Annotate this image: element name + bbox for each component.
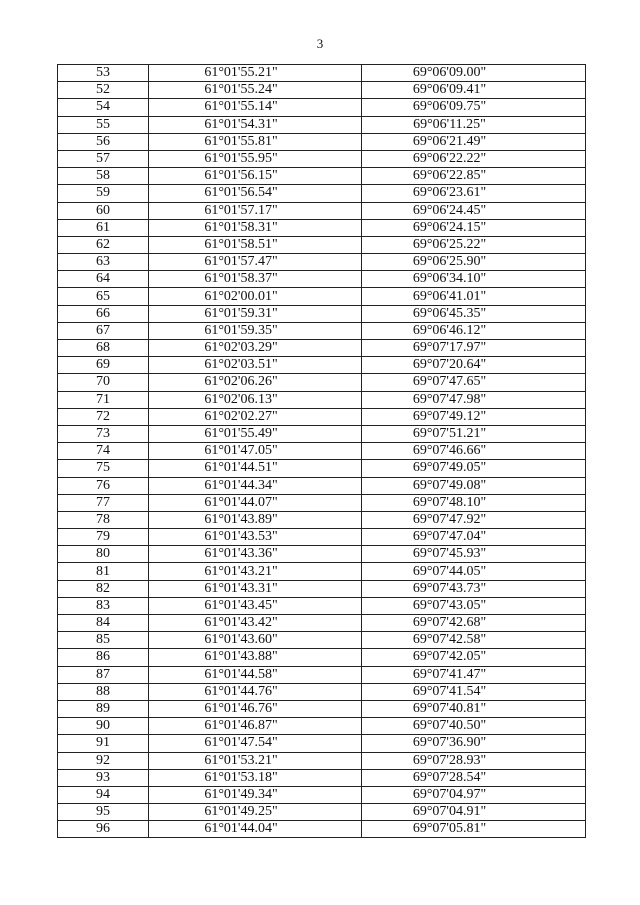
point-number-cell: 94	[58, 786, 149, 803]
longitude-cell: 69°07'40.50"	[362, 718, 586, 735]
table-row	[58, 82, 586, 99]
latitude-cell: 61°01'46.76"	[149, 700, 362, 717]
point-number-cell: 84	[58, 615, 149, 632]
longitude-cell: 69°07'51.21"	[362, 425, 586, 442]
table-row	[58, 769, 586, 786]
coordinates-table	[57, 64, 586, 838]
latitude-cell: 61°01'55.24"	[149, 82, 362, 99]
latitude-cell: 61°01'57.47"	[149, 254, 362, 271]
latitude-cell: 61°01'46.87"	[149, 718, 362, 735]
latitude-cell: 61°01'43.42"	[149, 615, 362, 632]
latitude-cell: 61°01'56.54"	[149, 185, 362, 202]
table-row	[58, 236, 586, 253]
longitude-cell: 69°06'22.22"	[362, 150, 586, 167]
longitude-cell: 69°07'47.65"	[362, 374, 586, 391]
longitude-cell: 69°07'20.64"	[362, 357, 586, 374]
latitude-cell: 61°02'03.29"	[149, 340, 362, 357]
point-number-cell: 68	[58, 340, 149, 357]
point-number-cell: 52	[58, 82, 149, 99]
point-number-cell: 78	[58, 511, 149, 528]
table-row	[58, 202, 586, 219]
table-row	[58, 288, 586, 305]
page-number: 3	[316, 36, 324, 51]
latitude-cell: 61°01'59.31"	[149, 305, 362, 322]
point-number-cell: 70	[58, 374, 149, 391]
point-number-cell: 71	[58, 391, 149, 408]
table-row	[58, 494, 586, 511]
table-row	[58, 718, 586, 735]
point-number-cell: 82	[58, 580, 149, 597]
table-row	[58, 511, 586, 528]
table-row	[58, 700, 586, 717]
point-number-cell: 96	[58, 821, 149, 838]
longitude-cell: 69°06'34.10"	[362, 271, 586, 288]
latitude-cell: 61°01'53.21"	[149, 752, 362, 769]
latitude-cell: 61°01'44.07"	[149, 494, 362, 511]
longitude-cell: 69°06'46.12"	[362, 322, 586, 339]
longitude-cell: 69°06'45.35"	[362, 305, 586, 322]
table-row	[58, 752, 586, 769]
point-number-cell: 58	[58, 168, 149, 185]
table-row	[58, 254, 586, 271]
table-row	[58, 683, 586, 700]
latitude-cell: 61°01'55.14"	[149, 99, 362, 116]
table-row	[58, 425, 586, 442]
latitude-cell: 61°01'47.54"	[149, 735, 362, 752]
point-number-cell: 76	[58, 477, 149, 494]
longitude-cell: 69°06'25.22"	[362, 236, 586, 253]
point-number-cell: 86	[58, 649, 149, 666]
longitude-cell: 69°07'47.98"	[362, 391, 586, 408]
longitude-cell: 69°07'04.97"	[362, 786, 586, 803]
longitude-cell: 69°07'43.73"	[362, 580, 586, 597]
latitude-cell: 61°01'44.04"	[149, 821, 362, 838]
point-number-cell: 61	[58, 219, 149, 236]
latitude-cell: 61°02'00.01"	[149, 288, 362, 305]
latitude-cell: 61°01'54.31"	[149, 116, 362, 133]
point-number-cell: 88	[58, 683, 149, 700]
point-number-cell: 83	[58, 597, 149, 614]
table-row	[58, 374, 586, 391]
point-number-cell: 73	[58, 425, 149, 442]
point-number-cell: 91	[58, 735, 149, 752]
table-row	[58, 477, 586, 494]
longitude-cell: 69°06'24.15"	[362, 219, 586, 236]
longitude-cell: 69°07'47.04"	[362, 529, 586, 546]
point-number-cell: 89	[58, 700, 149, 717]
table-row	[58, 460, 586, 477]
table-row	[58, 271, 586, 288]
point-number-cell: 95	[58, 804, 149, 821]
point-number-cell: 65	[58, 288, 149, 305]
latitude-cell: 61°01'43.89"	[149, 511, 362, 528]
table-row	[58, 408, 586, 425]
latitude-cell: 61°01'58.31"	[149, 219, 362, 236]
point-number-cell: 57	[58, 150, 149, 167]
longitude-cell: 69°06'09.75"	[362, 99, 586, 116]
point-number-cell: 87	[58, 666, 149, 683]
point-number-cell: 55	[58, 116, 149, 133]
longitude-cell: 69°06'41.01"	[362, 288, 586, 305]
point-number-cell: 81	[58, 563, 149, 580]
table-row	[58, 666, 586, 683]
table-row	[58, 649, 586, 666]
latitude-cell: 61°02'03.51"	[149, 357, 362, 374]
latitude-cell: 61°02'06.13"	[149, 391, 362, 408]
latitude-cell: 61°01'47.05"	[149, 443, 362, 460]
point-number-cell: 92	[58, 752, 149, 769]
table-row	[58, 65, 586, 82]
longitude-cell: 69°06'09.41"	[362, 82, 586, 99]
longitude-cell: 69°07'41.47"	[362, 666, 586, 683]
point-number-cell: 72	[58, 408, 149, 425]
longitude-cell: 69°06'25.90"	[362, 254, 586, 271]
table-row	[58, 99, 586, 116]
table-row	[58, 219, 586, 236]
table-row	[58, 529, 586, 546]
point-number-cell: 90	[58, 718, 149, 735]
longitude-cell: 69°07'49.12"	[362, 408, 586, 425]
longitude-cell: 69°06'09.00"	[362, 65, 586, 82]
table-row	[58, 168, 586, 185]
longitude-cell: 69°06'24.45"	[362, 202, 586, 219]
point-number-cell: 74	[58, 443, 149, 460]
longitude-cell: 69°07'41.54"	[362, 683, 586, 700]
latitude-cell: 61°01'43.53"	[149, 529, 362, 546]
longitude-cell: 69°06'23.61"	[362, 185, 586, 202]
longitude-cell: 69°07'49.08"	[362, 477, 586, 494]
latitude-cell: 61°02'06.26"	[149, 374, 362, 391]
point-number-cell: 85	[58, 632, 149, 649]
table-row	[58, 563, 586, 580]
table-row	[58, 580, 586, 597]
longitude-cell: 69°07'46.66"	[362, 443, 586, 460]
longitude-cell: 69°06'11.25"	[362, 116, 586, 133]
table-row	[58, 116, 586, 133]
table-row	[58, 632, 586, 649]
point-number-cell: 75	[58, 460, 149, 477]
latitude-cell: 61°01'58.37"	[149, 271, 362, 288]
table-row	[58, 305, 586, 322]
longitude-cell: 69°07'42.58"	[362, 632, 586, 649]
table-row	[58, 357, 586, 374]
longitude-cell: 69°07'47.92"	[362, 511, 586, 528]
point-number-cell: 69	[58, 357, 149, 374]
point-number-cell: 93	[58, 769, 149, 786]
table-row	[58, 821, 586, 838]
latitude-cell: 61°01'49.34"	[149, 786, 362, 803]
longitude-cell: 69°07'05.81"	[362, 821, 586, 838]
table-row	[58, 133, 586, 150]
table-row	[58, 735, 586, 752]
longitude-cell: 69°07'17.97"	[362, 340, 586, 357]
latitude-cell: 61°01'43.45"	[149, 597, 362, 614]
latitude-cell: 61°02'02.27"	[149, 408, 362, 425]
point-number-cell: 79	[58, 529, 149, 546]
longitude-cell: 69°06'22.85"	[362, 168, 586, 185]
latitude-cell: 61°01'55.49"	[149, 425, 362, 442]
point-number-cell: 80	[58, 546, 149, 563]
point-number-cell: 63	[58, 254, 149, 271]
point-number-cell: 66	[58, 305, 149, 322]
latitude-cell: 61°01'57.17"	[149, 202, 362, 219]
latitude-cell: 61°01'44.76"	[149, 683, 362, 700]
longitude-cell: 69°07'28.93"	[362, 752, 586, 769]
table-row	[58, 185, 586, 202]
point-number-cell: 67	[58, 322, 149, 339]
longitude-cell: 69°07'42.05"	[362, 649, 586, 666]
coordinates-table-body	[58, 65, 586, 838]
latitude-cell: 61°01'58.51"	[149, 236, 362, 253]
longitude-cell: 69°07'44.05"	[362, 563, 586, 580]
longitude-cell: 69°07'45.93"	[362, 546, 586, 563]
point-number-cell: 64	[58, 271, 149, 288]
table-row	[58, 391, 586, 408]
table-row	[58, 443, 586, 460]
longitude-cell: 69°07'42.68"	[362, 615, 586, 632]
point-number-cell: 54	[58, 99, 149, 116]
latitude-cell: 61°01'44.34"	[149, 477, 362, 494]
table-row	[58, 322, 586, 339]
table-row	[58, 615, 586, 632]
point-number-cell: 56	[58, 133, 149, 150]
longitude-cell: 69°07'36.90"	[362, 735, 586, 752]
point-number-cell: 59	[58, 185, 149, 202]
latitude-cell: 61°01'53.18"	[149, 769, 362, 786]
latitude-cell: 61°01'55.81"	[149, 133, 362, 150]
table-row	[58, 804, 586, 821]
latitude-cell: 61°01'43.36"	[149, 546, 362, 563]
point-number-cell: 77	[58, 494, 149, 511]
longitude-cell: 69°07'04.91"	[362, 804, 586, 821]
latitude-cell: 61°01'43.88"	[149, 649, 362, 666]
latitude-cell: 61°01'55.95"	[149, 150, 362, 167]
latitude-cell: 61°01'49.25"	[149, 804, 362, 821]
table-row	[58, 150, 586, 167]
longitude-cell: 69°07'40.81"	[362, 700, 586, 717]
longitude-cell: 69°07'48.10"	[362, 494, 586, 511]
longitude-cell: 69°07'49.05"	[362, 460, 586, 477]
latitude-cell: 61°01'44.51"	[149, 460, 362, 477]
latitude-cell: 61°01'44.58"	[149, 666, 362, 683]
latitude-cell: 61°01'43.21"	[149, 563, 362, 580]
longitude-cell: 69°07'28.54"	[362, 769, 586, 786]
table-row	[58, 340, 586, 357]
longitude-cell: 69°07'43.05"	[362, 597, 586, 614]
table-row	[58, 786, 586, 803]
latitude-cell: 61°01'59.35"	[149, 322, 362, 339]
longitude-cell: 69°06'21.49"	[362, 133, 586, 150]
latitude-cell: 61°01'56.15"	[149, 168, 362, 185]
latitude-cell: 61°01'43.60"	[149, 632, 362, 649]
point-number-cell: 60	[58, 202, 149, 219]
table-row	[58, 546, 586, 563]
point-number-cell: 62	[58, 236, 149, 253]
table-row	[58, 597, 586, 614]
latitude-cell: 61°01'43.31"	[149, 580, 362, 597]
latitude-cell: 61°01'55.21"	[149, 65, 362, 82]
point-number-cell: 53	[58, 65, 149, 82]
